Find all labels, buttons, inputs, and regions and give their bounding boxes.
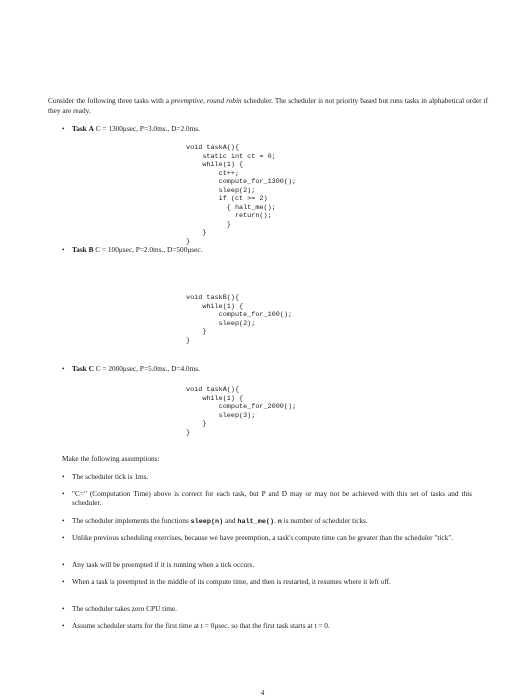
assumption-text: Any task will be preempted if it is running when a tick occurs. <box>72 560 255 569</box>
assumption-text: The scheduler takes zero CPU time. <box>72 604 177 613</box>
task-b-params: C = 100μsec, P=2.0ms., D=500μsec. <box>95 245 203 254</box>
assumption-text <box>72 516 368 527</box>
task-a-params: C = 1300μsec, P=3.0ms., D=2.0ms. <box>95 124 200 133</box>
bullet-icon: • <box>62 472 65 481</box>
bullet-icon: • <box>62 364 65 373</box>
bullet-icon: • <box>62 516 65 525</box>
bullet-icon: • <box>62 604 65 613</box>
halt-me-function: halt_me() <box>237 518 275 526</box>
task-b-code: void taskB(){ while(1) { compute_for_100(); sleep(2); } } <box>186 294 293 345</box>
task-c-code: void taskA(){ while(1) { compute_for_2000(); sleep(3); } } <box>186 386 297 437</box>
bullet-icon: • <box>62 124 65 133</box>
intro-paragraph <box>48 96 488 115</box>
task-a-label: A <box>88 124 94 133</box>
intro-text-post: scheduler. The scheduler is not priority based but runs tasks in alphabetical order if they are ready. <box>48 96 488 115</box>
task-c-label: C <box>88 364 94 373</box>
bullet-icon: • <box>62 489 65 498</box>
assumption-text: Unlike previous scheduling exercises, because we have preemption, a task's compute time can be greater than the scheduler "tick". <box>72 533 454 542</box>
assumption-text: When a task is preempted in the middle of its compute time, and then is restarted, it resumes where it left off. <box>72 577 391 586</box>
bullet-icon: • <box>62 560 65 569</box>
bullet-icon: • <box>62 533 65 542</box>
bullet-icon: • <box>62 577 65 586</box>
assumption-text: The scheduler tick is 1ms. <box>72 472 149 481</box>
bullet-icon: • <box>62 621 65 630</box>
assumption-text-sep: . <box>274 516 278 525</box>
assumption-text-post: is number of scheduler ticks. <box>281 516 368 525</box>
n-variable: n <box>277 518 282 526</box>
assumptions-title: Make the following assumptions: <box>62 454 160 463</box>
assumption-text-pre: The scheduler implements the functions <box>72 516 191 525</box>
task-c-prefix: Task <box>72 364 87 373</box>
task-b-prefix: Task <box>72 245 87 254</box>
intro-text-pre: Consider the following three tasks with a <box>48 96 171 105</box>
task-a-code: void taskA(){ static int ct = 0; while(1) { ct++; compute_for_1300(); sleep(2); if (ct >= 2) { halt_me(); return(); } } } <box>186 144 297 246</box>
assumption-text: Assume scheduler starts for the first time at t = 0μsec. so that the first task starts at t = 0. <box>72 621 330 630</box>
bullet-icon: • <box>62 245 65 254</box>
assumption-text: "C=" (Computation Time) above is correct for each task, but P and D may or may not be achieved with this set of tasks and this scheduler. <box>72 489 472 508</box>
task-c-params: C = 2000μsec, P=5.0ms., D=4.0ms. <box>95 364 200 373</box>
task-b-label: B <box>88 245 94 254</box>
task-a-prefix: Task <box>72 124 87 133</box>
sleep-function: sleep(n) <box>190 518 224 526</box>
intro-emphasis: preemptive, round robin <box>170 96 242 105</box>
page-number: 4 <box>260 689 265 697</box>
assumption-text-mid: and <box>223 516 238 525</box>
